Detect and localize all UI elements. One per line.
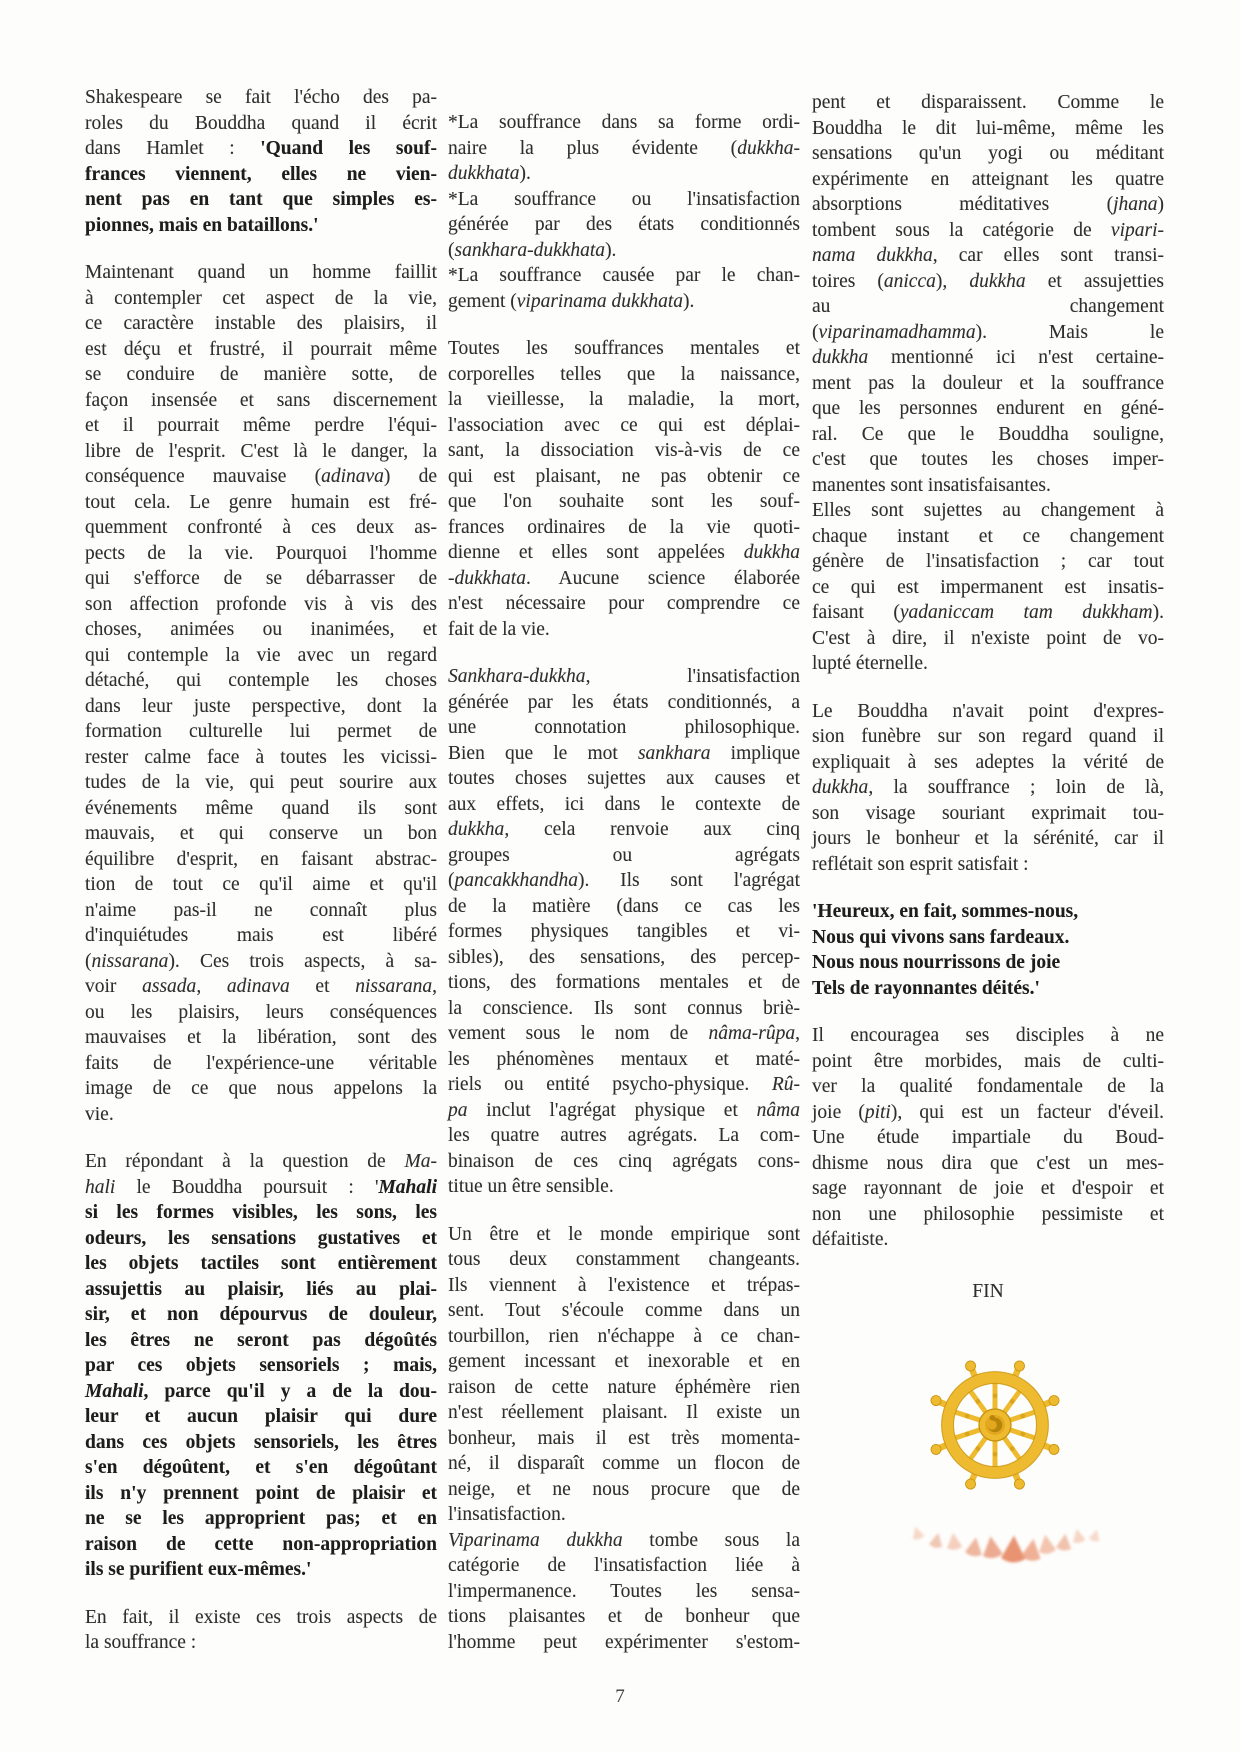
text-line: faisant (yadaniccam tam dukkham). [812, 602, 1164, 623]
text-line: jours le bonheur et la sérénité, car il [812, 828, 1164, 849]
text-line: dukkhata). [448, 163, 531, 184]
paragraph [812, 1023, 1164, 1253]
text-line: neige, et ne nous procure que de [448, 1478, 800, 1500]
text-line: *La souffrance dans sa forme ordi- [448, 112, 800, 133]
text-line: son affection profonde vis à vis des [85, 593, 437, 615]
text-line: groupes ou agrégats [448, 844, 800, 866]
text-line: expérimente en atteignant les quatre [812, 168, 1164, 190]
text-line: qui contemple la vie avec un regard [85, 644, 437, 666]
text-line: aux effets, ici dans le contexte de [448, 793, 800, 815]
text-line: conséquence mauvaise (adinava) de [85, 466, 437, 487]
text-line: la vieillesse, la maladie, la mort, [448, 389, 800, 410]
text-line: né, il disparaît comme un flocon de [448, 1453, 800, 1474]
text-line: n'est nécessaire pour comprendre ce [448, 593, 800, 614]
text-line: Viparinama dukkha tombe sous la [448, 1529, 800, 1551]
text-line: les êtres ne seront pas dégoûtés [85, 1329, 437, 1351]
text-line: les objets tactiles sont entièrement [85, 1253, 437, 1274]
text-line: (nissarana). Ces trois aspects, à sa- [85, 950, 437, 972]
text-line: les phénomènes mentaux et maté- [448, 1048, 800, 1070]
text-line: manentes sont insatisfaisantes. [812, 474, 1051, 496]
text-line: l'homme peut expérimenter s'estom- [448, 1631, 800, 1653]
text-line: sion funèbre sur son regard quand il [812, 726, 1164, 747]
text-line: catégorie de l'insatisfaction liée à [448, 1555, 800, 1576]
paragraph [448, 110, 800, 187]
text-line: sant, la dissociation vis-à-vis de ce [448, 440, 800, 461]
text-line: libre de l'esprit. C'est là le danger, la [85, 440, 437, 462]
text-line: Il encouragea ses disciples à ne [812, 1025, 1164, 1046]
text-line: Bien que le mot sankhara implique [448, 742, 800, 764]
text-line: tions plaisantes et de bonheur que [448, 1606, 800, 1627]
text-line: n'est réellement plaisant. Il existe un [448, 1402, 800, 1423]
text-line: que l'on souhaite sont les souf- [448, 491, 800, 512]
text-line: n'aime pas-il ne connaît plus [85, 899, 437, 921]
text-line: Ils viennent à l'existence et trépas- [448, 1274, 800, 1296]
paragraph [448, 664, 800, 1200]
text-line: En fait, il existe ces trois aspects de [85, 1606, 437, 1628]
column-2 [448, 110, 800, 1655]
text-line: riels ou entité psycho-physique. Rû- [448, 1074, 800, 1095]
text-line: pa inclut l'agrégat physique et nâma [448, 1099, 800, 1121]
text-line: dukkha mentionné ici n'est certaine- [812, 347, 1164, 368]
text-line: voir assada, adinava et nissarana, [85, 976, 438, 997]
text-line: au changement [812, 296, 1164, 317]
text-line: si les formes visibles, les sons, les [85, 1202, 437, 1223]
text-line: nent pas en tant que simples es- [85, 189, 437, 210]
text-line: hali le Bouddha poursuit : 'Mahali [85, 1176, 437, 1198]
text-line: dhisme nous dira que c'est un mes- [812, 1152, 1164, 1174]
text-line: raison de cette nature éphémère rien [448, 1376, 800, 1398]
text-line: qui s'efforce de se débarrasser de [85, 568, 437, 589]
text-line: pent et disparaissent. Comme le [812, 92, 1164, 113]
text-line: Elles sont sujettes au changement à [812, 500, 1164, 521]
paragraph [448, 1528, 800, 1656]
text-line: formation culturelle lui permet de [85, 721, 437, 742]
lotus-garland-icon [905, 1513, 1105, 1575]
text-line: une connotation philosophique. [448, 717, 800, 738]
text-line: tudes de la vie, qui peut sourire aux [85, 772, 437, 793]
text-line: Une étude impartiale du Boud- [812, 1127, 1164, 1148]
text-line: ce qui est impermanent est insatis- [812, 576, 1164, 598]
text-line: choses, animées ou inanimées, et [85, 619, 437, 640]
text-line: sent. Tout s'écoule comme dans un [448, 1300, 800, 1321]
text-line: fait de la vie. [448, 618, 550, 640]
text-line: les quatre autres agrégats. La com- [448, 1125, 800, 1146]
text-line: tourbillon, rien n'échappe à ce chan- [448, 1325, 800, 1347]
text-line: faits de l'expérience-une véritable [85, 1052, 437, 1074]
paragraph [448, 263, 800, 314]
page-number: 7 [615, 1686, 625, 1707]
text-line: à contempler cet aspect de la vie, [85, 287, 437, 309]
text-line: que les personnes endurent en géné- [812, 398, 1164, 419]
text-line: Toutes les souffrances mentales et [448, 338, 800, 359]
text-line: équilibre d'esprit, en faisant abstrac- [85, 848, 437, 870]
text-line: qui est plaisant, ne pas obtenir ce [448, 465, 800, 487]
text-line: chaque instant et ce changement [812, 525, 1164, 547]
text-line: et il pourrait même perdre l'équi- [85, 415, 437, 436]
text-line: tombent sous la catégorie de vipari- [812, 219, 1164, 241]
paragraph [448, 1222, 800, 1528]
text-line: la souffrance : [85, 1632, 197, 1653]
text-line: Un être et le monde empirique sont [448, 1223, 800, 1245]
text-line: c'est que toutes les choses imper- [812, 449, 1164, 470]
text-line: dienne et elles sont appelées dukkha [448, 542, 800, 563]
text-line: -dukkhata. Aucune science élaborée [448, 567, 800, 589]
text-line: quemment confronté à ces deux as- [85, 517, 437, 538]
text-line: FIN [972, 1280, 1004, 1302]
text-line: binaison de ces cinq agrégats cons- [448, 1150, 800, 1172]
text-line: mauvaises et la libération, sont des [85, 1027, 437, 1048]
text-line: Nous nous nourrissons de joie [812, 952, 1061, 973]
text-line: par ces objets sensoriels ; mais, [85, 1355, 437, 1376]
column-3 [812, 90, 1164, 1304]
text-line: sensations qu'un yogi ou méditant [812, 143, 1164, 164]
text-line: est déçu et frustré, il pourrait même [85, 338, 437, 360]
text-line: vie. [85, 1103, 114, 1125]
text-line: défaitiste. [812, 1229, 889, 1250]
paragraph [812, 1279, 1164, 1305]
text-line: ment pas la douleur et la souffrance [812, 372, 1164, 394]
text-line: ver la qualité fondamentale de la [812, 1076, 1164, 1097]
text-line: gement (viparinama dukkhata). [448, 290, 695, 312]
text-line: dukkha, cela renvoie aux cinq [448, 819, 800, 840]
text-line: détaché, qui contemple les choses [85, 670, 437, 691]
text-line: bonheur, mais il est très momenta- [448, 1427, 800, 1449]
paragraph [85, 1605, 437, 1656]
text-line: ils n'y prennent point de plaisir et [85, 1482, 437, 1504]
text-line: point être morbides, mais de culti- [812, 1050, 1164, 1072]
paragraph [812, 899, 1164, 1001]
text-line: En répondant à la question de Ma- [85, 1151, 437, 1172]
text-line: l'insatisfaction. [448, 1504, 566, 1525]
text-line: Bouddha le dit lui-même, même les [812, 117, 1164, 139]
text-line: tout cela. Le genre humain est fré- [85, 491, 437, 513]
text-line: non une philosophie pessimiste et [812, 1203, 1164, 1225]
text-line: roles du Bouddha quand il écrit [85, 112, 437, 134]
paragraph [85, 1149, 437, 1583]
text-line: Nous qui vivons sans fardeaux. [812, 926, 1070, 948]
paragraph [812, 498, 1164, 677]
paragraph [812, 90, 1164, 498]
text-line: Maintenant quand un homme faillit [85, 262, 437, 283]
text-line: dans Hamlet : 'Quand les souf- [85, 138, 437, 159]
text-line: tions, des formations mentales et de [448, 972, 800, 993]
text-line: rester calme face à toutes les vicissi- [85, 746, 437, 768]
text-line: ou les plaisirs, leurs conséquences [85, 1001, 437, 1023]
text-line: pionnes, mais en bataillons.' [85, 214, 319, 236]
text-line: façon insensée et sans discernement [85, 389, 437, 411]
text-line: Mahali, parce qu'il y a de la dou- [85, 1380, 437, 1402]
text-line: joie (piti), qui est un facteur d'éveil. [812, 1101, 1164, 1123]
text-line: C'est à dire, il n'existe point de vo- [812, 627, 1164, 649]
text-line: (viparinamadhamma). Mais le [812, 321, 1164, 343]
text-line: expliquait à ses adeptes la vérité de [812, 751, 1164, 773]
text-line: générée par les états conditionnés, a [448, 691, 800, 713]
text-line: pects de la vie. Pourquoi l'homme [85, 542, 437, 564]
paragraph [85, 85, 437, 238]
text-line: frances ordinaires de la vie quoti- [448, 516, 800, 538]
text-line: Sankhara-dukkha, l'insatisfaction [448, 666, 800, 687]
paragraph [85, 260, 437, 1127]
text-line: génère de l'insatisfaction ; car tout [812, 551, 1164, 572]
text-line: vement sous le nom de nâma-rûpa, [448, 1023, 800, 1044]
text-line: son visage souriant exprimait tou- [812, 802, 1164, 824]
text-line: dukkha, la souffrance ; loin de là, [812, 777, 1164, 798]
text-line: l'impermanence. Toutes les sensa- [448, 1580, 800, 1602]
paragraph [812, 699, 1164, 878]
column-1 [85, 85, 437, 1656]
text-line: d'inquiétudes mais est libéré [85, 925, 437, 946]
text-line: ce caractère instable des plaisirs, il [85, 313, 437, 334]
text-line: image de ce que nous appelons la [85, 1078, 437, 1099]
paragraph [448, 187, 800, 264]
text-line: corporelles telles que la naissance, [448, 363, 800, 385]
text-line: lupté éternelle. [812, 653, 928, 674]
text-line: mauvais, et qui conserve un bon [85, 823, 437, 844]
text-line: 'Heureux, en fait, sommes-nous, [812, 901, 1079, 922]
text-line: sage rayonnant de joie et d'espoir et [812, 1178, 1164, 1199]
text-line: absorptions méditatives (jhana) [812, 194, 1164, 215]
text-line: l'association avec ce qui est déplai- [448, 414, 800, 436]
text-line: naire la plus évidente (dukkha- [448, 137, 800, 159]
text-line: tous deux constamment changeants. [448, 1249, 800, 1270]
text-line: sibles), des sensations, des percep- [448, 946, 800, 968]
paragraph [448, 336, 800, 642]
text-line: générée par des états conditionnés [448, 214, 800, 235]
text-line: ne se les approprient pas; et en [85, 1508, 437, 1529]
text-line: événements même quand ils sont [85, 797, 437, 819]
text-line: se conduire de manière sotte, de [85, 364, 437, 385]
text-line: ral. Ce que le Bouddha souligne, [812, 423, 1164, 445]
text-line: (sankhara-dukkhata). [448, 239, 617, 261]
text-line: s'en dégoûtent, et s'en dégoûtant [85, 1457, 437, 1478]
text-line: dans leur juste perspective, dont la [85, 695, 437, 717]
text-line: la conscience. Ils sont connus briè- [448, 997, 800, 1019]
text-line: formes physiques tangibles et vi- [448, 921, 800, 942]
text-line: assujettis au plaisir, liés au plai- [85, 1278, 437, 1300]
dharma-wheel-icon [922, 1342, 1068, 1508]
text-line: odeurs, les sensations gustatives et [85, 1227, 437, 1249]
text-line: leur et aucun plaisir qui dure [85, 1406, 437, 1427]
text-line: raison de cette non-appropriation [85, 1533, 437, 1555]
text-line: toutes choses sujettes aux causes et [448, 768, 800, 789]
text-line: nama dukkha, car elles sont transi- [812, 245, 1164, 266]
text-line: toires (anicca), dukkha et assujetties [812, 270, 1164, 292]
text-line: dans ces objets sensoriels, les êtres [85, 1431, 437, 1453]
text-line: ils se purifient eux-mêmes.' [85, 1559, 312, 1580]
text-line: gement incessant et inexorable et en [448, 1351, 800, 1372]
text-line: Shakespeare se fait l'écho des pa- [85, 87, 437, 108]
text-line: Le Bouddha n'avait point d'expres- [812, 700, 1164, 722]
text-line: titue un être sensible. [448, 1176, 614, 1197]
text-line: tion de tout ce qu'il aime et qu'il [85, 874, 437, 895]
text-line: *La souffrance ou l'insatisfaction [448, 188, 800, 210]
text-line: *La souffrance causée par le chan- [448, 265, 800, 286]
text-line: frances viennent, elles ne vien- [85, 163, 437, 185]
text-line: reflétait son esprit satisfait : [812, 853, 1029, 875]
text-line: Tels de rayonnantes déités.' [812, 977, 1040, 999]
text-line: (pancakkhandha). Ils sont l'agrégat [448, 870, 800, 891]
text-line: sir, et non dépourvus de douleur, [85, 1304, 437, 1325]
text-line: de la matière (dans ce cas les [448, 895, 800, 917]
